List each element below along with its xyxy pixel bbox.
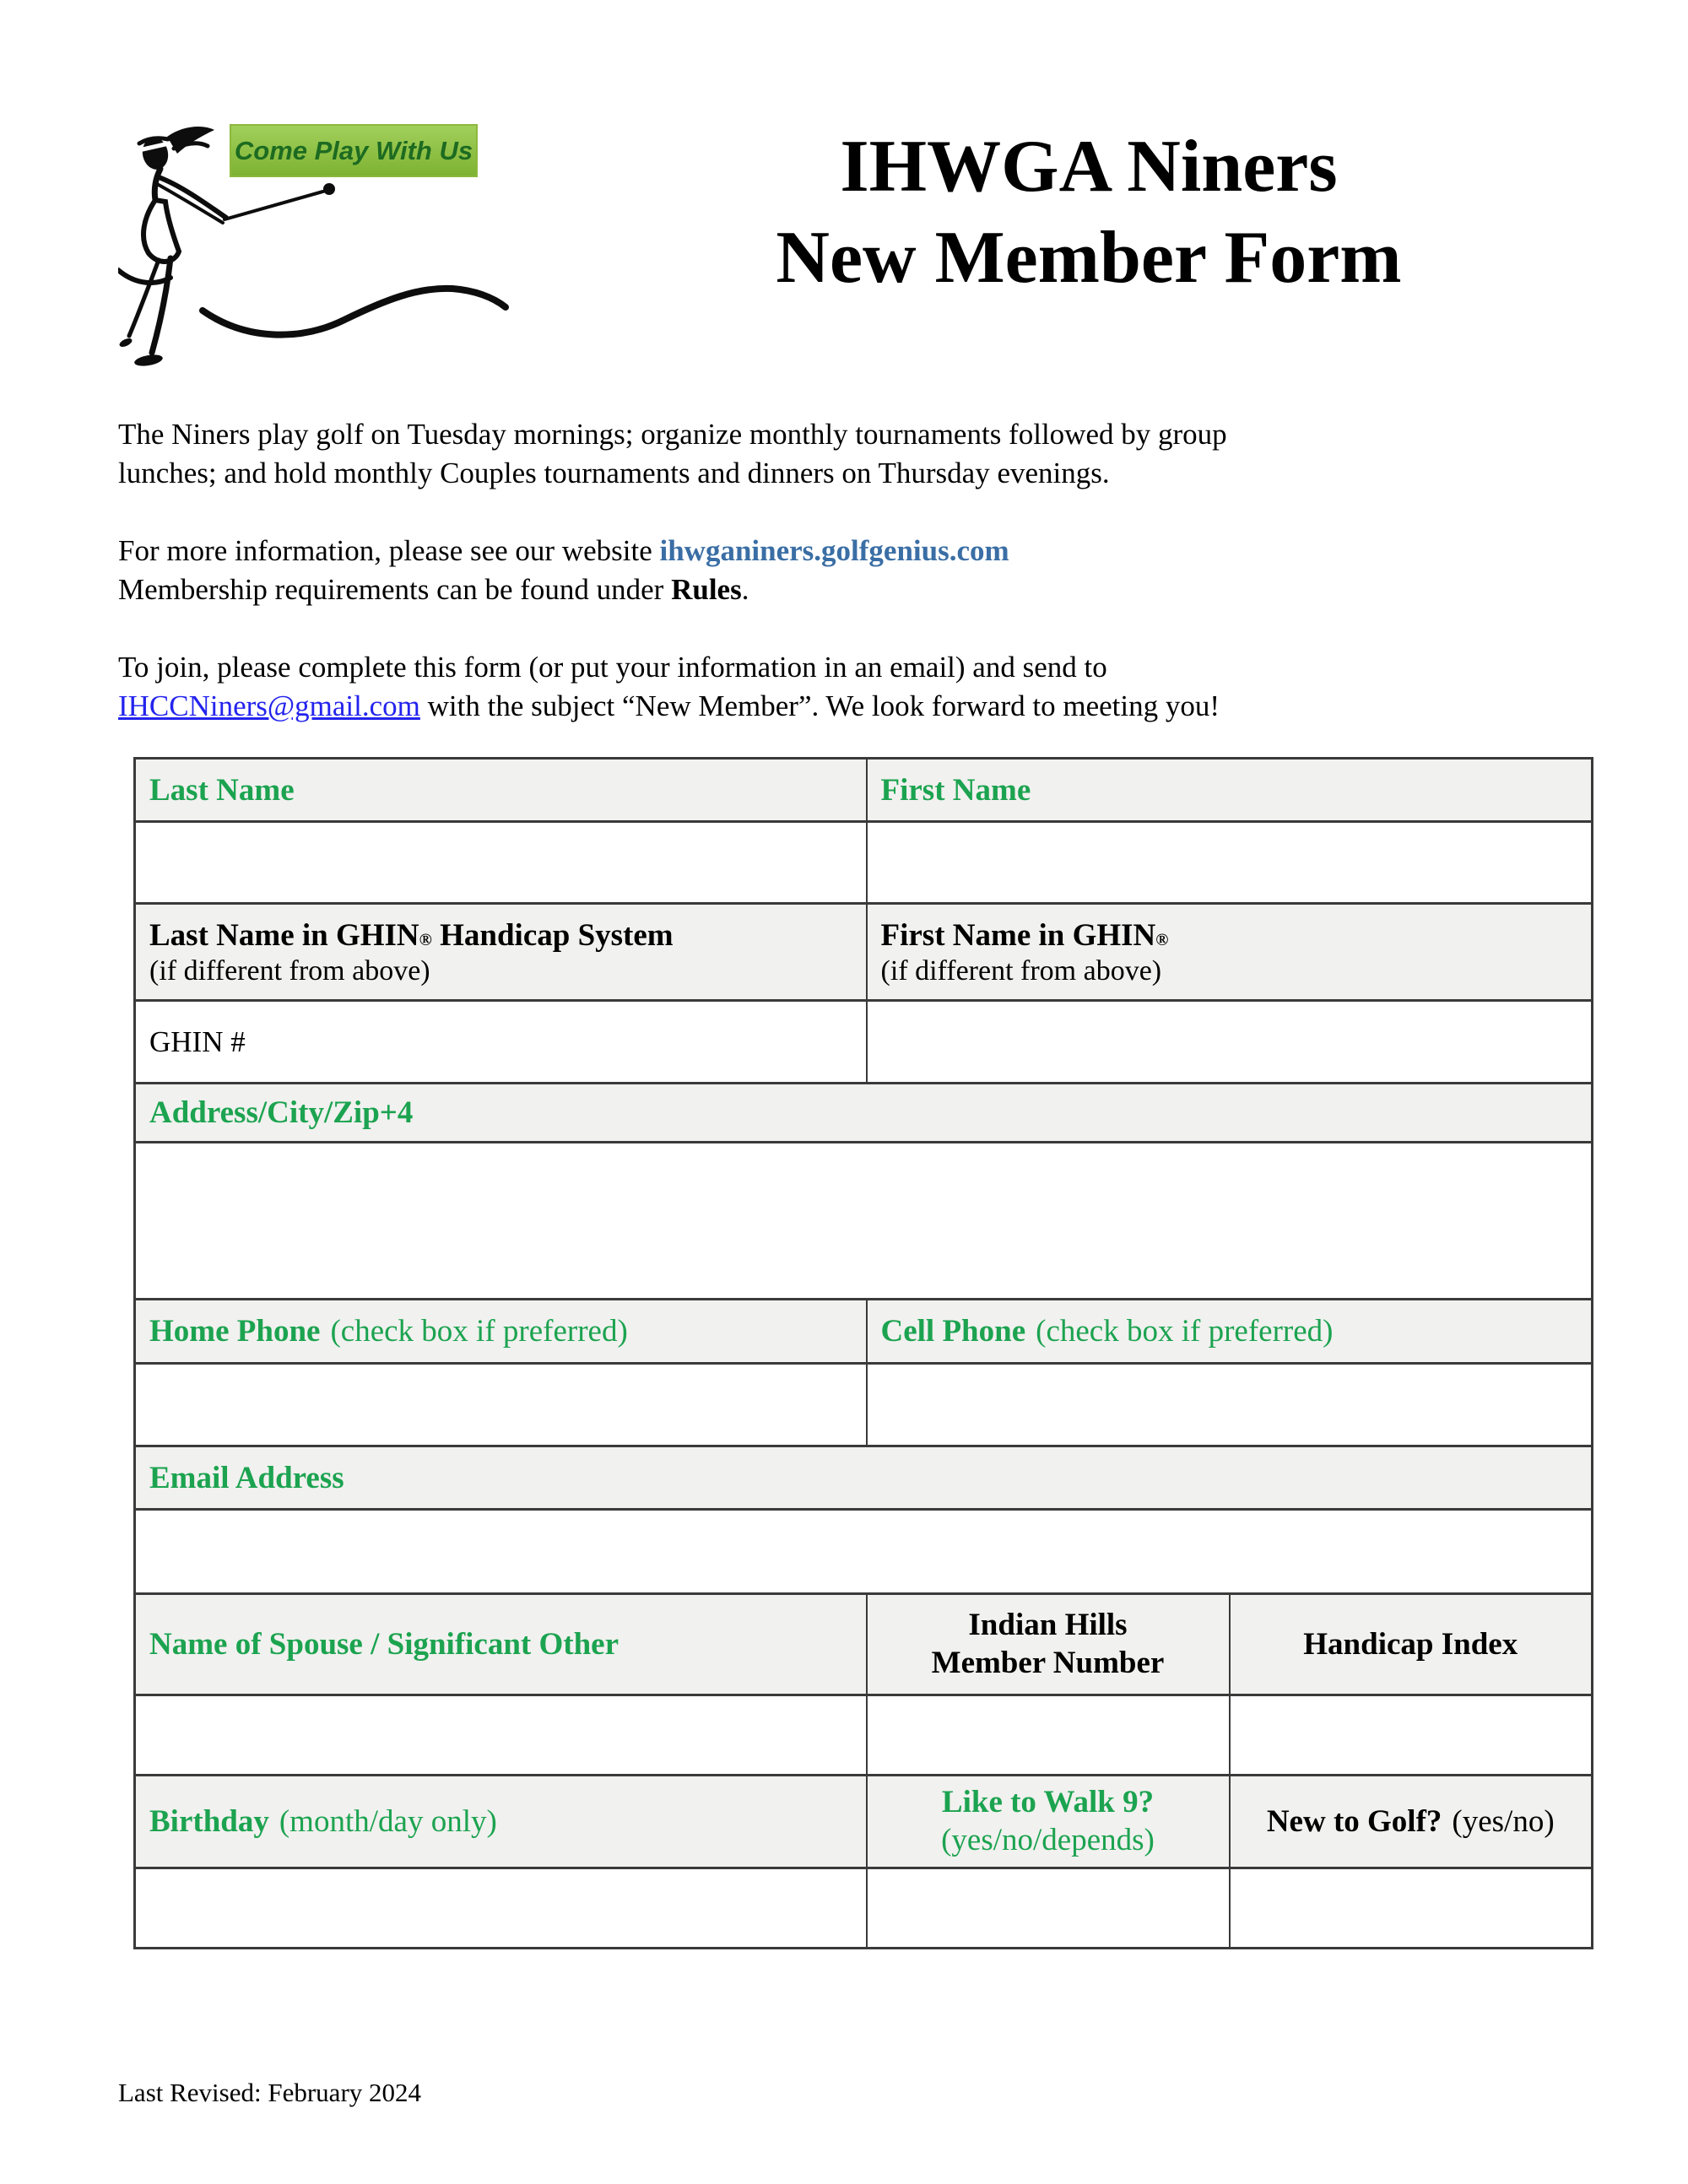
birthday-label: Birthday — [149, 1804, 269, 1839]
home-phone-label: Home Phone — [149, 1314, 321, 1349]
golfer-logo-illustration — [118, 118, 515, 373]
walk9-label: Like to Walk 9? — [941, 1785, 1155, 1820]
rules-bold-text: Rules — [671, 573, 742, 606]
new-to-golf-input-cell[interactable] — [1230, 1868, 1593, 1949]
birthday-input-cell[interactable] — [135, 1868, 867, 1949]
intro-p3-text: with the subject “New Member”. We look forward to meeting you! — [419, 689, 1220, 722]
intro-paragraph-1 — [118, 415, 1688, 493]
email-link[interactable]: IHCCNiners@gmail.com — [118, 689, 420, 722]
spouse-input-cell[interactable] — [135, 1695, 867, 1776]
page-title — [515, 118, 1604, 304]
address-label: Address/City/Zip+4 — [149, 1095, 414, 1130]
intro-p2-line1 — [118, 532, 1688, 570]
walk9-note: (yes/no/depends) — [941, 1822, 1155, 1857]
first-name-header-cell — [867, 759, 1593, 822]
last-name-header-cell — [135, 759, 867, 822]
page-header — [0, 0, 1688, 371]
ghin-last-name-header-cell — [135, 904, 867, 1001]
title-line-2: New Member Form — [776, 217, 1402, 299]
ghin-last-suffix: Handicap System — [431, 917, 674, 953]
email-header-cell — [135, 1446, 1593, 1510]
ghin-last-name-label — [149, 918, 674, 953]
email-input-row — [135, 1510, 1593, 1594]
phone-input-row — [135, 1364, 1593, 1446]
intro-p1-line1: The Niners play golf on Tuesday mornings; organize monthly tournaments followed by group — [118, 418, 1227, 451]
name-header-row — [135, 759, 1593, 822]
address-input-cell[interactable] — [135, 1143, 1593, 1300]
ghin-last-subnote: (if different from above) — [149, 954, 430, 987]
intro-paragraph-3 — [118, 648, 1688, 726]
ghin-first-subnote: (if different from above) — [880, 954, 1162, 987]
handicap-input-cell[interactable] — [1230, 1695, 1593, 1776]
ghin-name-header-row — [135, 904, 1593, 1001]
ghin-first-name-header-cell — [867, 904, 1593, 1001]
address-input-row — [135, 1143, 1593, 1300]
walk9-input-cell[interactable] — [867, 1868, 1230, 1949]
name-input-row — [135, 822, 1593, 904]
come-play-banner — [230, 125, 477, 176]
period-text: . — [741, 573, 749, 606]
birthday-note: (month/day only) — [279, 1804, 497, 1839]
member-number-label — [874, 1607, 1222, 1682]
ghin-first-name-input-cell[interactable] — [867, 1001, 1593, 1084]
cell-phone-label: Cell Phone — [880, 1314, 1026, 1349]
registered-mark: ® — [1155, 930, 1169, 949]
handicap-label: Handicap Index — [1303, 1627, 1518, 1662]
phone-header-row — [135, 1300, 1593, 1364]
new-member-form-table — [133, 757, 1593, 1949]
ghin-first-prefix: First Name in GHIN — [880, 917, 1156, 953]
birthday-header-cell — [135, 1776, 867, 1868]
intro-p1-line2: lunches; and hold monthly Couples tournaments and dinners on Thursday evenings. — [118, 457, 1110, 489]
member-number-line2: Member Number — [931, 1645, 1165, 1680]
new-to-golf-header-cell — [1230, 1776, 1593, 1868]
last-name-label: Last Name — [149, 772, 295, 808]
email-input-cell[interactable] — [135, 1510, 1593, 1594]
address-header-row — [135, 1084, 1593, 1143]
email-label: Email Address — [149, 1460, 344, 1495]
first-name-label: First Name — [880, 772, 1031, 808]
email-header-row — [135, 1446, 1593, 1510]
spouse-label: Name of Spouse / Significant Other — [149, 1627, 619, 1662]
intro-p2-text: For more information, please see our website — [118, 534, 660, 567]
spouse-input-row — [135, 1695, 1593, 1776]
last-name-input-cell[interactable] — [135, 822, 867, 904]
website-link[interactable]: ihwganiners.golfgenius.com — [659, 534, 1009, 567]
first-name-input-cell[interactable] — [867, 822, 1593, 904]
banner-text: Come Play With Us — [234, 136, 473, 165]
spouse-header-cell — [135, 1594, 867, 1695]
home-phone-header-cell — [135, 1300, 867, 1364]
new-to-golf-label: New to Golf? — [1266, 1804, 1442, 1839]
home-phone-note: (check box if preferred) — [330, 1314, 628, 1349]
ghin-last-prefix: Last Name in GHIN — [149, 917, 419, 953]
membership-text: Membership requirements can be found under — [118, 573, 672, 606]
last-revised-text: Last Revised: February 2024 — [118, 2078, 422, 2107]
ghin-first-name-label — [881, 918, 1169, 953]
ghin-number-row — [135, 1001, 1593, 1084]
member-number-input-cell[interactable] — [867, 1695, 1230, 1776]
walk9-header-cell — [867, 1776, 1230, 1868]
title-line-1: IHWGA Niners — [840, 126, 1338, 208]
new-to-golf-note: (yes/no) — [1452, 1804, 1555, 1839]
cell-phone-input-cell[interactable] — [867, 1364, 1593, 1446]
member-number-line1: Indian Hills — [968, 1608, 1128, 1643]
handicap-header-cell — [1230, 1594, 1593, 1695]
registered-mark: ® — [419, 930, 432, 949]
cell-phone-note: (check box if preferred) — [1036, 1314, 1334, 1349]
spouse-header-row — [135, 1594, 1593, 1695]
intro-p3-line2 — [118, 687, 1688, 726]
birthday-input-row — [135, 1868, 1593, 1949]
ghin-number-cell[interactable] — [135, 1001, 867, 1084]
member-number-header-cell — [867, 1594, 1230, 1695]
home-phone-input-cell[interactable] — [135, 1364, 867, 1446]
birthday-header-row — [135, 1776, 1593, 1868]
intro-text — [118, 415, 1688, 726]
intro-paragraph-2 — [118, 532, 1688, 609]
intro-p3-line1: To join, please complete this form (or put your information in an email) and send to — [118, 651, 1107, 684]
intro-p2-line2 — [118, 570, 1688, 609]
address-header-cell — [135, 1084, 1593, 1143]
cell-phone-header-cell — [867, 1300, 1593, 1364]
ghin-number-label: GHIN # — [149, 1024, 246, 1058]
